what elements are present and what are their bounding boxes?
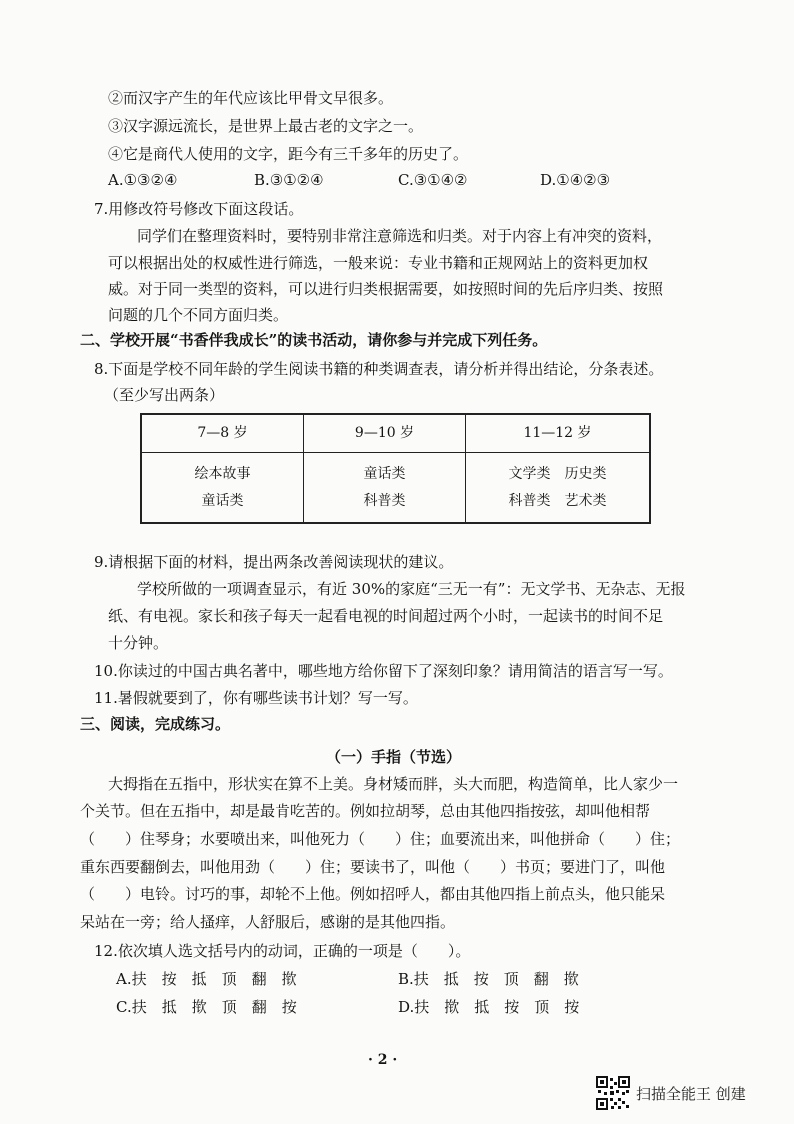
passage-line-2: 个关节。但在五指中，却是最肯吃苦的。例如拉胡琴，总由其他四指按弦，却叫他相帮 bbox=[80, 802, 651, 820]
section-3-heading: 三、阅读，完成练习。 bbox=[80, 715, 231, 733]
q7-stem: 7.用修改符号修改下面这段话。 bbox=[94, 200, 304, 218]
q6-choices bbox=[108, 171, 668, 191]
q11-stem: 11.暑假就要到了，你有哪些读书计划？写一写。 bbox=[94, 689, 418, 707]
table-header-cell: 7—8 岁 bbox=[197, 425, 248, 441]
table-header-row bbox=[142, 415, 649, 453]
scanner-watermark bbox=[596, 1073, 776, 1113]
table-header-cell: 9—10 岁 bbox=[303, 415, 465, 452]
table-cell-age-7-8 bbox=[142, 453, 303, 523]
reading-survey-table bbox=[140, 413, 651, 524]
q9-material-line-2: 纸、有电视。家长和孩子每天一起看电视的时间超过两个小时，一起读书的时间不足 bbox=[108, 607, 664, 625]
passage-line-5: （ ）电铃。讨巧的事，却轮不上他。例如招呼人，都由其他四指上前点头，他只能呆 bbox=[80, 885, 666, 903]
q9-stem: 9.请根据下面的材料，提出两条改善阅读现状的建议。 bbox=[94, 553, 454, 571]
table-cell-line: 童话类 bbox=[201, 493, 244, 509]
q7-passage-line-1: 同学们在整理资料时，要特别非常注意筛选和归类。对于内容上有冲突的资料， bbox=[137, 227, 663, 245]
q12-choice-d: D.扶 揿 抵 按 顶 按 bbox=[398, 998, 580, 1016]
table-cell-age-11-12 bbox=[465, 453, 649, 523]
scanner-label: 扫描全能王 创建 bbox=[636, 1084, 746, 1103]
passage-line-3: （ ）住琴身；水要喷出来，叫他死力（ ）住；血要流出来，叫他拼命（ ）住； bbox=[80, 830, 681, 848]
q8-stem-line-1: 8.下面是学校不同年龄的学生阅读书籍的种类调查表，请分析并得出结论，分条表述。 bbox=[94, 360, 664, 378]
passage-line-6: 呆站在一旁；给人搔痒，人舒服后，感谢的是其他四指。 bbox=[80, 913, 456, 931]
q7-passage-line-4: 问题的几个不同方面归类。 bbox=[108, 306, 289, 324]
passage-line-4: 重东西要翻倒去，叫他用劲（ ）住；要读书了，叫他（ ）书页；要进门了，叫他 bbox=[80, 858, 666, 876]
q6-choice-d: D.①④②③ bbox=[540, 171, 611, 189]
q6-choice-a: A.①③②④ bbox=[108, 171, 178, 189]
q6-option-3: ③汉字源远流长，是世界上最古老的文字之一。 bbox=[108, 117, 424, 135]
passage-title: （一）手指（节选） bbox=[326, 748, 462, 766]
q6-choice-c: C.③①④② bbox=[398, 171, 468, 189]
q12-choice-c: C.扶 抵 揿 顶 翻 按 bbox=[116, 998, 297, 1016]
section-2-heading: 二、学校开展“书香伴我成长”的读书活动，请你参与并完成下列任务。 bbox=[80, 331, 548, 349]
q7-passage-line-2: 可以根据出处的权威性进行筛选，一般来说：专业书籍和正规网站上的资料更加权 bbox=[108, 254, 649, 272]
table-cell-line: 绘本故事 bbox=[194, 466, 251, 482]
page-number: · 2 · bbox=[368, 1052, 398, 1068]
qr-code-icon bbox=[596, 1076, 630, 1110]
passage-line-1: 大拇指在五指中，形状实在算不上美。身材矮而胖，头大而肥，构造简单，比人家少一 bbox=[108, 775, 679, 793]
table-cell-line: 童话类 bbox=[363, 466, 406, 482]
table-header-cell: 11—12 岁 bbox=[465, 415, 649, 452]
q9-material-line-1: 学校所做的一项调查显示，有近 30%的家庭“三无一有”：无文学书、无杂志、无报 bbox=[137, 580, 686, 598]
table-cell-line: 科普类 bbox=[363, 493, 406, 509]
q7-passage-line-3: 威。对于同一类型的资料，可以进行归类根据需要，如按照时间的先后序归类、按照 bbox=[108, 280, 664, 298]
q12-stem: 12.依次填人选文括号内的动词，正确的一项是（ ）。 bbox=[94, 942, 471, 960]
table-cell-age-9-10 bbox=[303, 453, 465, 523]
q10-stem: 10.你读过的中国古典名著中，哪些地方给你留下了深刻印象？请用简洁的语言写一写。 bbox=[94, 662, 673, 680]
table-cell-line: 文学类 历史类 bbox=[508, 466, 607, 482]
q12-choice-a: A.扶 按 抵 顶 翻 揿 bbox=[116, 970, 297, 988]
q6-option-2: ②而汉字产生的年代应该比甲骨文早很多。 bbox=[108, 89, 394, 107]
table-row bbox=[142, 453, 649, 523]
q9-material-line-3: 十分钟。 bbox=[108, 634, 169, 652]
q6-choice-b: B.③①②④ bbox=[254, 171, 324, 189]
q8-stem-line-2: （至少写出两条） bbox=[104, 386, 225, 404]
table-cell-line: 科普类 艺术类 bbox=[508, 493, 607, 509]
q12-choice-b: B.扶 抵 按 顶 翻 揿 bbox=[398, 970, 579, 988]
q6-option-4: ④它是商代人使用的文字，距今有三千多年的历史了。 bbox=[108, 145, 469, 163]
